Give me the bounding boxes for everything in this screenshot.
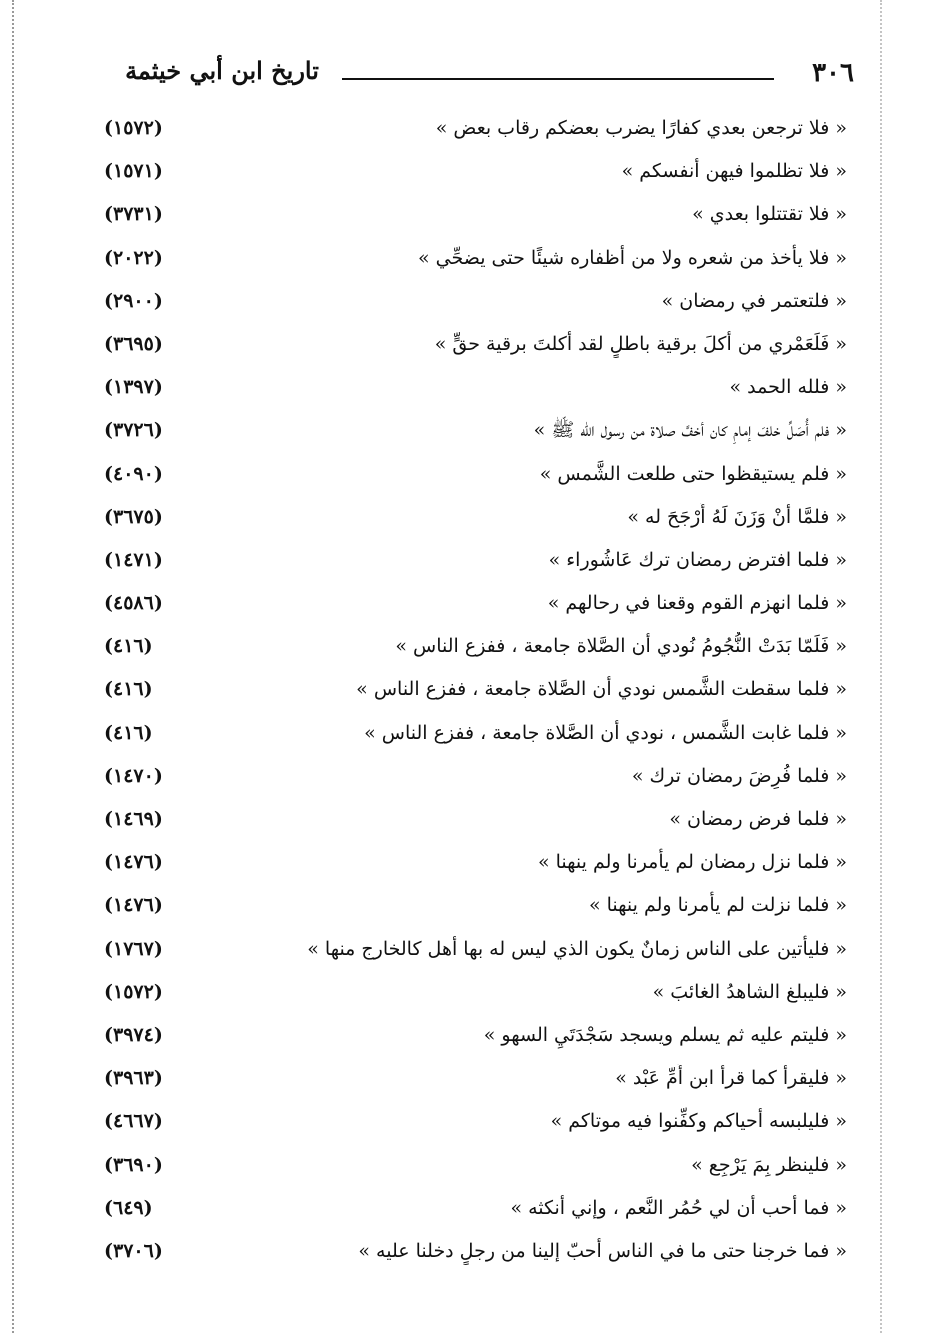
hadith-reference-number: (٤٠٩٠): [104, 462, 163, 485]
hadith-text: « فلتعتمر في رمضان »: [661, 289, 847, 312]
hadith-text: « فليتم عليه ثم يسلم ويسجد سَجْدَتَيِ السهو »: [483, 1023, 847, 1046]
hadith-text: « فلما نزلت لم يأمرنا ولم ينهنا »: [588, 894, 847, 917]
hadith-reference-number: (٤٦٦٧): [104, 1110, 163, 1133]
hadith-text: « فليبلغ الشاهدُ الغائبَ »: [652, 980, 847, 1003]
index-entry: [0, 540, 925, 583]
hadith-text: « فَلَمّا بَدَتْ النُّجُومُ نُودي أن الصَّلاة جامعة ، ففزع الناس »: [395, 635, 847, 658]
index-entry: [0, 1058, 925, 1101]
hadith-index-list: [0, 108, 925, 1274]
hadith-reference-number: (٣٩٧٤): [104, 1023, 163, 1046]
index-entry: [0, 756, 925, 799]
page-header: [0, 52, 925, 102]
hadith-text: « فلا يأخذ من شعره ولا من أظفاره شيئًا حتى يضحِّي »: [417, 246, 847, 269]
index-entry: [0, 713, 925, 756]
hadith-reference-number: (١٥٧٢): [104, 980, 163, 1003]
index-entry: [0, 497, 925, 540]
page-number: ٣٠٦: [812, 58, 854, 88]
hadith-text: « فلما فرض رمضان »: [669, 808, 847, 830]
index-entry: [0, 669, 925, 712]
hadith-text: « فلما غابت الشَّمس ، نودي أن الصَّلاة جامعة ، ففزع الناس »: [364, 721, 847, 744]
hadith-reference-number: (٣٧٢٦): [104, 419, 163, 442]
header-rule: [342, 78, 774, 80]
index-entry: [0, 1015, 925, 1058]
hadith-reference-number: (٣٦٧٥): [104, 505, 163, 528]
hadith-reference-number: (١٥٧٢): [104, 117, 163, 139]
hadith-text: « فلينظر بِمَ يَرْجِع »: [691, 1153, 847, 1176]
index-entry: [0, 367, 925, 410]
index-entry: [0, 885, 925, 928]
index-entry: [0, 454, 925, 497]
hadith-reference-number: (٢٩٠٠): [104, 289, 163, 312]
hadith-reference-number: (١٤٧٦): [104, 851, 163, 874]
hadith-reference-number: (٣٦٩٥): [104, 332, 163, 355]
hadith-reference-number: (١٧٦٧): [104, 937, 163, 960]
hadith-reference-number: (١٤٦٩): [104, 808, 163, 830]
hadith-reference-number: (٦٤٩): [104, 1196, 153, 1219]
hadith-reference-number: (٤١٦): [104, 635, 153, 658]
hadith-reference-number: (١٤٧٠): [104, 764, 163, 787]
hadith-text: « فلا ترجعن بعدي كفارًا يضرب بعضكم رقاب بعض »: [435, 117, 847, 139]
hadith-text: « فليقرأ كما قرأ ابن أُمِّ عَبْد »: [615, 1067, 847, 1090]
hadith-text: « فلم يستيقظوا حتى طلعت الشَّمس »: [539, 462, 847, 485]
hadith-text: « فما خرجنا حتى ما في الناس أحبّ إلينا من رجلٍ دخلنا عليه »: [358, 1239, 847, 1262]
index-entry: [0, 972, 925, 1015]
hadith-text: « فلمَّا أنْ وَزَنَ لَهُ أَرْجَحَ له »: [627, 505, 847, 528]
index-entry: [0, 410, 925, 453]
hadith-text: « فلما انهزم القوم وقعنا في رحالهم »: [547, 592, 847, 615]
hadith-text: « فلما سقطت الشَّمس نودي أن الصَّلاة جامعة ، ففزع الناس »: [356, 678, 847, 701]
book-title: تاريخ ابن أبي خيثمة: [125, 56, 319, 85]
index-entry: [0, 583, 925, 626]
index-entry: [0, 1145, 925, 1188]
hadith-reference-number: (١٤٧١): [104, 548, 163, 571]
hadith-text: « فليلبسه أحياكم وكفِّنوا فيه موتاكم »: [550, 1110, 847, 1133]
hadith-reference-number: (١٥٧١): [104, 160, 163, 183]
hadith-text: « فما أحب أن لي حُمُر النَّعم ، وإني أنكثه »: [510, 1196, 847, 1219]
hadith-reference-number: (٤١٦): [104, 721, 153, 744]
index-entry: [0, 929, 925, 972]
index-entry: [0, 281, 925, 324]
hadith-text: « فلما افترض رمضان ترك عَاشُوراء »: [548, 548, 847, 571]
hadith-text: « فلم أُصَلِّ خلفَ إمامٍ كان أخفَّ صلاة من رسول الله ﷺ »: [533, 419, 847, 442]
hadith-reference-number: (٣٧٣١): [104, 203, 163, 226]
hadith-text: « فلما فُرِضَ رمضان ترك »: [631, 764, 847, 787]
hadith-text: « فليأتين على الناس زمانٌ يكون الذي ليس له بها أهل كالخارج منها »: [307, 937, 847, 960]
index-entry: [0, 194, 925, 237]
index-entry: [0, 1231, 925, 1274]
index-entry: [0, 1188, 925, 1231]
hadith-reference-number: (١٣٩٧): [104, 376, 163, 399]
hadith-reference-number: (١٤٧٦): [104, 894, 163, 917]
hadith-text: « فلله الحمد »: [729, 376, 847, 399]
index-entry: [0, 324, 925, 367]
hadith-reference-number: (٢٠٢٢): [104, 246, 163, 269]
index-entry: [0, 1101, 925, 1144]
hadith-text: « فَلَعَمْري من أكلَ برقية باطلٍ لقد أكلتَ برقية حقٍّ »: [434, 332, 847, 355]
hadith-text: « فلا تظلموا فيهن أنفسكم »: [621, 160, 847, 183]
hadith-reference-number: (٤١٦): [104, 678, 153, 701]
index-entry: [0, 238, 925, 281]
hadith-reference-number: (٣٦٩٠): [104, 1153, 163, 1176]
hadith-reference-number: (٣٩٦٣): [104, 1067, 163, 1090]
hadith-reference-number: (٣٧٠٦): [104, 1239, 163, 1262]
hadith-text: « فلما نزل رمضان لم يأمرنا ولم ينهنا »: [537, 851, 847, 874]
hadith-reference-number: (٤٥٨٦): [104, 592, 163, 615]
index-entry: [0, 151, 925, 194]
index-entry: [0, 626, 925, 669]
hadith-text: « فلا تقتتلوا بعدي »: [692, 203, 847, 226]
index-entry: [0, 842, 925, 885]
index-entry: [0, 799, 925, 842]
index-entry: [0, 108, 925, 151]
